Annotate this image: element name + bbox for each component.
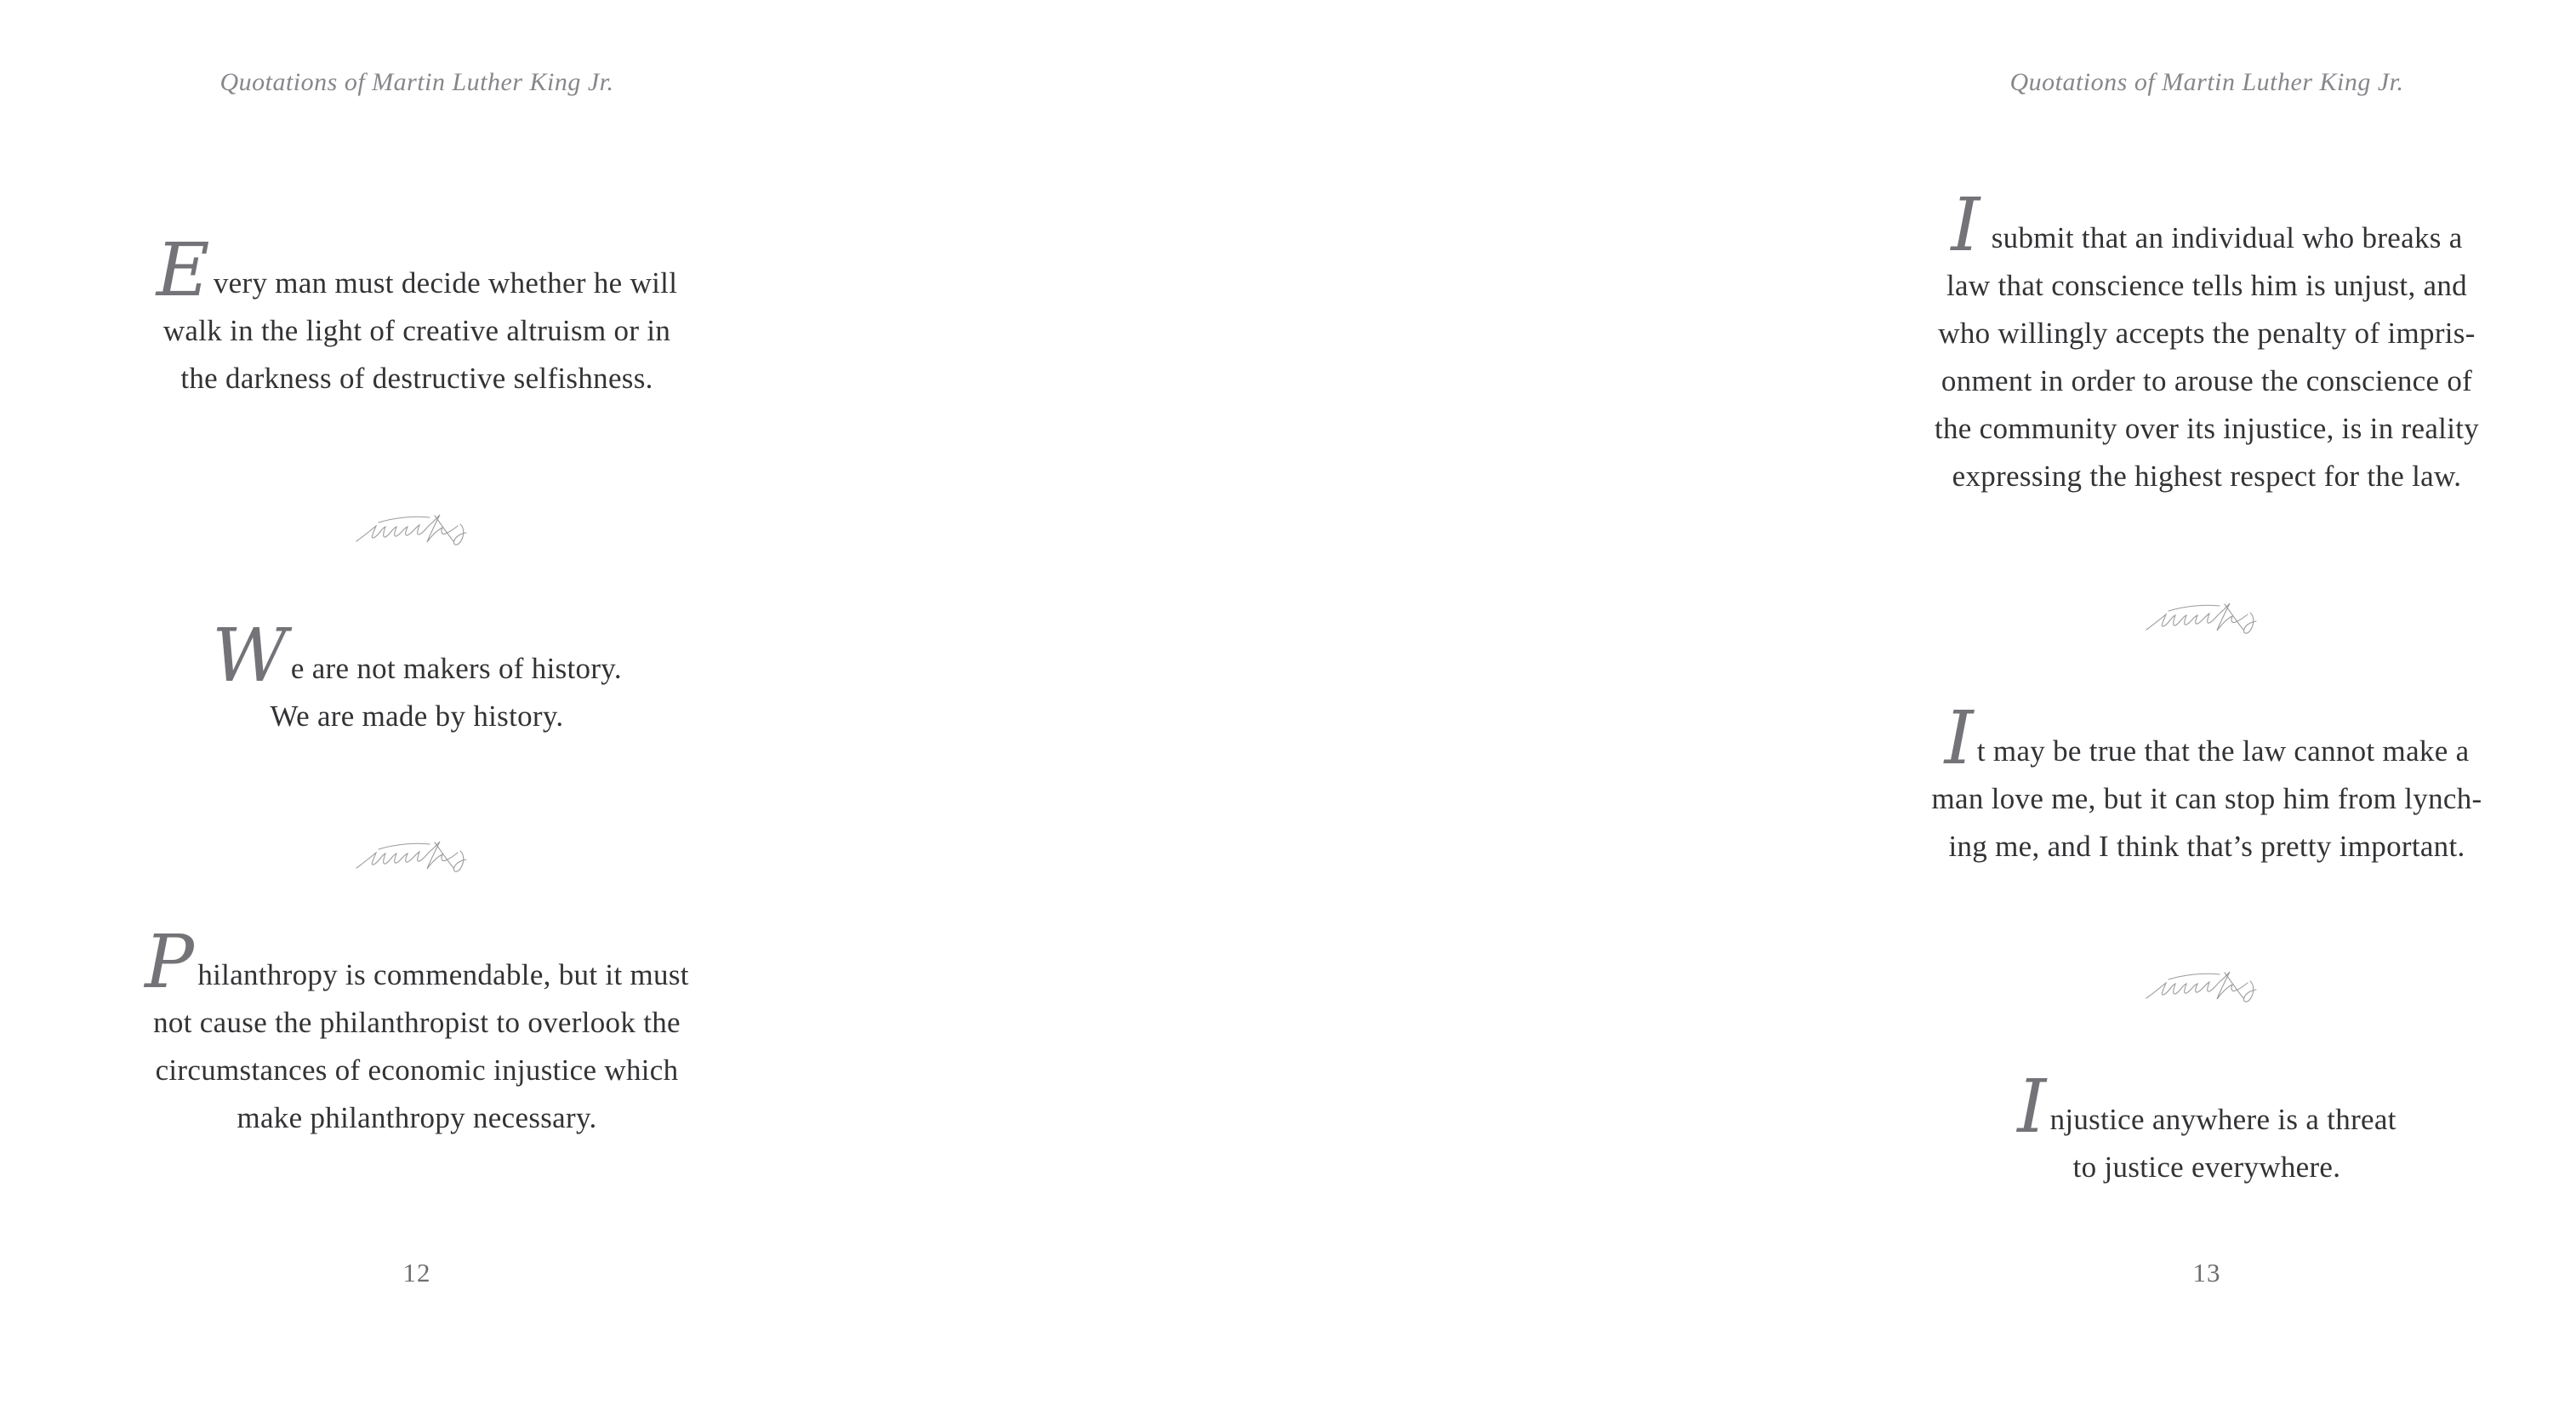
- drop-cap-W: W: [212, 614, 288, 699]
- quote-line: njustice anywhere is a threat: [2049, 1103, 2396, 1136]
- quote-line: expressing the highest respect for the law.: [1952, 460, 2462, 493]
- signature-flourish: [48, 507, 786, 556]
- quote-line: who willingly accepts the penalty of impris-: [1938, 317, 2476, 350]
- quote-philanthropy: [48, 920, 786, 1142]
- quote-makers-of-history: [48, 614, 786, 740]
- mlk-signature-icon: [353, 507, 481, 551]
- quote-line: man love me, but it can stop him from lynch-: [1931, 782, 2482, 815]
- drop-cap-I: I: [1951, 183, 1980, 268]
- page-right-content: [1838, 0, 2576, 1416]
- quote-line: e are not makers of history.: [290, 652, 622, 685]
- page-right: [871, 0, 2482, 1416]
- drop-cap-I: I: [1944, 696, 1974, 781]
- quote-line: ing me, and I think that’s pretty important.: [1948, 830, 2465, 863]
- page-number-left: 12: [402, 1258, 431, 1288]
- quote-line: circumstances of economic injustice which: [155, 1053, 679, 1087]
- quote-line: t may be true that the law cannot make a: [1976, 734, 2470, 768]
- quote-line: not cause the philanthropist to overlook the: [153, 1006, 681, 1039]
- quote-every-man: [48, 228, 786, 403]
- quote-injustice-anywhere: [1838, 1065, 2576, 1191]
- quote-line: onment in order to arouse the conscience of: [1941, 364, 2473, 397]
- quote-line: to justice everywhere.: [2072, 1150, 2341, 1184]
- quote-line: very man must decide whether he will: [213, 266, 678, 300]
- drop-cap-P: P: [145, 920, 195, 1005]
- quote-line: submit that an individual who breaks a: [1983, 221, 2463, 254]
- page-left-content: [48, 0, 786, 1416]
- quote-line: the darkness of destructive selfishness.: [180, 362, 653, 395]
- mlk-signature-icon: [2143, 596, 2271, 640]
- quote-line: law that conscience tells him is unjust, and: [1946, 269, 2467, 302]
- drop-cap-E: E: [156, 228, 210, 313]
- quote-line: hilanthropy is commendable, but it must: [197, 958, 689, 991]
- signature-flourish: [48, 834, 786, 882]
- running-header-right: Quotations of Martin Luther King Jr.: [2009, 68, 2404, 96]
- mlk-signature-icon: [353, 834, 481, 878]
- page-left: [0, 0, 871, 1416]
- quote-line: make philanthropy necessary.: [237, 1101, 597, 1134]
- running-header-left: Quotations of Martin Luther King Jr.: [219, 68, 614, 96]
- quote-line: We are made by history.: [270, 699, 564, 733]
- quote-line: the community over its injustice, is in reality: [1934, 412, 2480, 445]
- drop-cap-I: I: [2017, 1065, 2047, 1150]
- mlk-signature-icon: [2143, 964, 2271, 1008]
- signature-flourish: [1838, 596, 2576, 644]
- signature-flourish: [1838, 964, 2576, 1013]
- quote-line: walk in the light of creative altruism or in: [162, 314, 671, 347]
- quote-law-cannot-make: [1838, 696, 2576, 871]
- page-number-right: 13: [2192, 1258, 2221, 1288]
- quote-breaks-a-law: [1838, 183, 2576, 500]
